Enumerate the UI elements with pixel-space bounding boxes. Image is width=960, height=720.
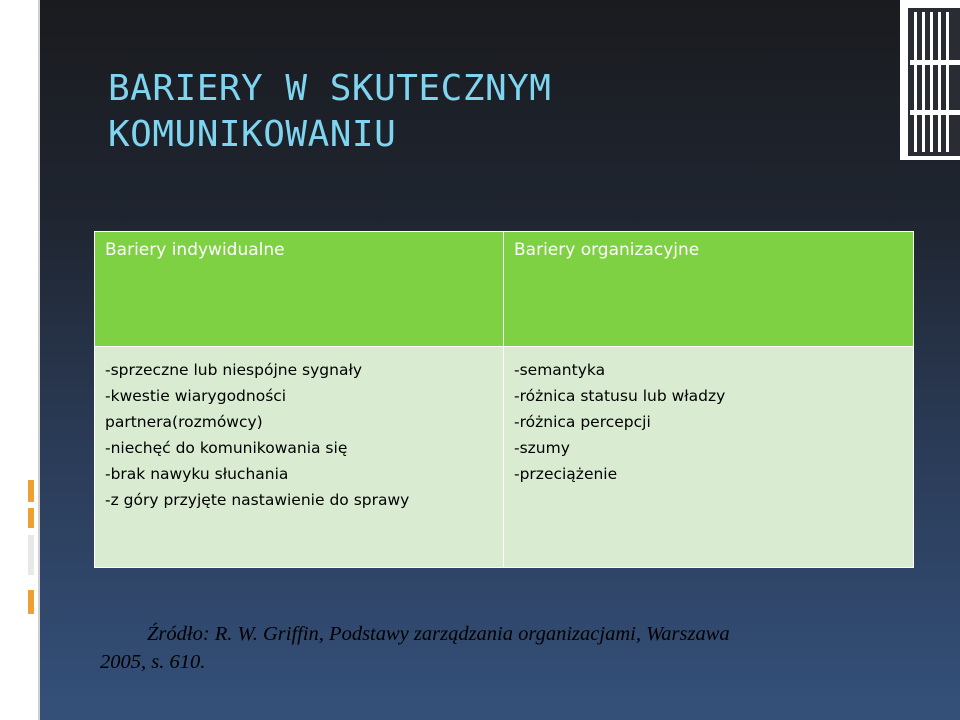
source-citation: [100, 620, 940, 676]
organizational-barriers-cell: [504, 347, 914, 568]
list-item: -brak nawyku słuchania: [105, 465, 289, 483]
slide-title-line-2: KOMUNIKOWANIU: [108, 114, 397, 155]
source-line-2: 2005, s. 610.: [100, 651, 206, 673]
list-item: -kwestie wiarygodności: [105, 387, 287, 405]
header-organizational-barriers: Bariery organizacyjne: [504, 232, 914, 347]
barriers-table: [94, 231, 914, 568]
list-item: -sprzeczne lub niespójne sygnały: [105, 361, 363, 379]
list-item: -szumy: [514, 439, 570, 457]
slide-title: [108, 66, 908, 158]
source-line-1: Źródło: R. W. Griffin, Podstawy zarządzania organizacjami, Warszawa: [147, 623, 730, 645]
table-header-row: [95, 232, 914, 347]
individual-barriers-cell: [95, 347, 504, 568]
list-item: -różnica statusu lub władzy: [514, 387, 726, 405]
right-stripes-decoration: [900, 0, 960, 160]
list-item: -semantyka: [514, 361, 606, 379]
list-item: -niechęć do komunikowania się: [105, 439, 348, 457]
list-item: -z góry przyjęte nastawienie do sprawy: [105, 491, 410, 509]
list-item: partnera(rozmówcy): [105, 413, 263, 431]
slide-title-line-1: BARIERY W SKUTECZNYM: [108, 68, 552, 109]
list-item: -różnica percepcji: [514, 413, 651, 431]
table-row: [95, 347, 914, 568]
header-individual-barriers: Bariery indywidualne: [95, 232, 504, 347]
list-item: -przeciążenie: [514, 465, 618, 483]
